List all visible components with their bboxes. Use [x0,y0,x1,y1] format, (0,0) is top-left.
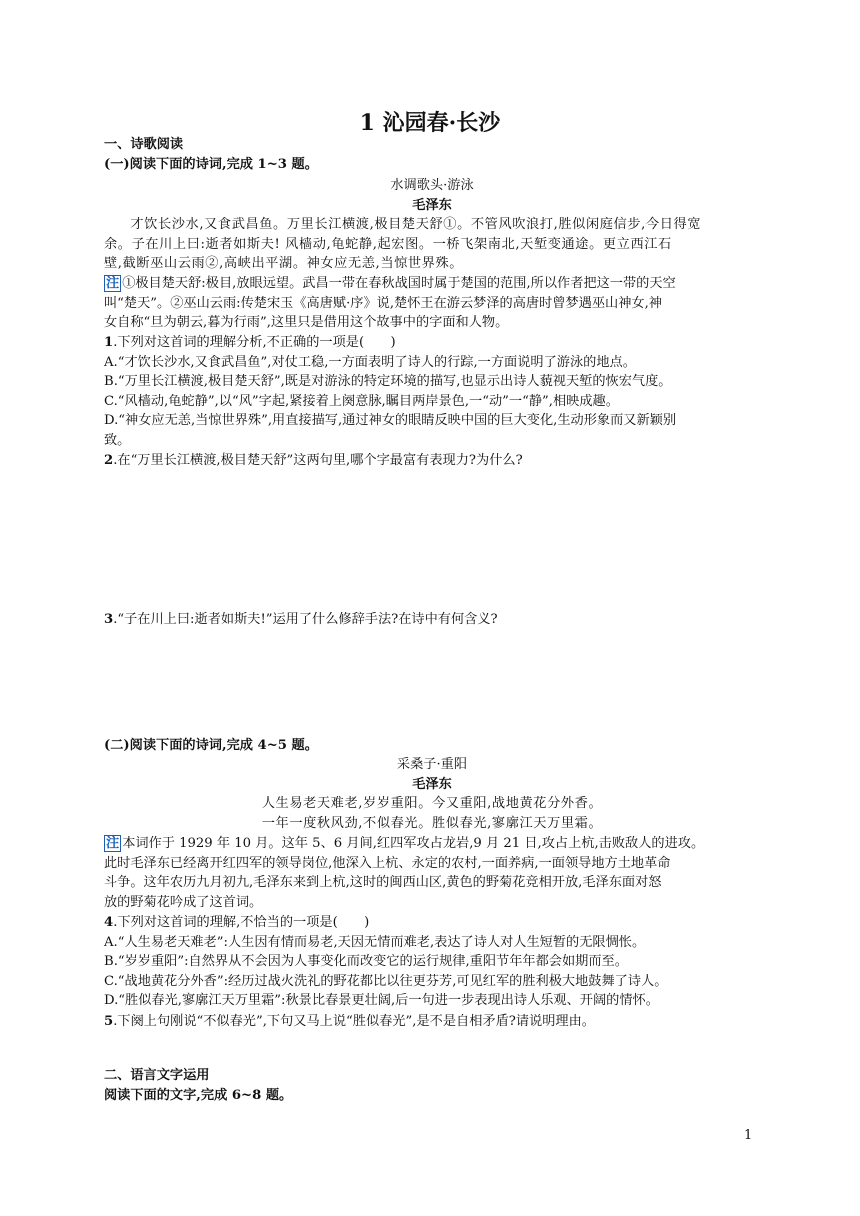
option: A.“人生易老天难老”:人生因有情而易老,天因无情而难老,表达了诗人对人生短暂的无限惆怅。 [104,934,646,950]
option: C.“战地黄花分外香”:经历过战火洗礼的野花都比以往更芬芳,可见红军的胜利极大地鼓舞了诗人。 [104,973,668,989]
option: C.“风樯动,龟蛇静”,以“风”字起,紧接着上阕意脉,瞩目两岸景色,一“动”一“静”,相映成趣。 [104,393,619,409]
note-marker: 注 [106,836,120,851]
note-line: 叫“楚天”。②巫山云雨:传楚宋玉《高唐赋·序》说,楚怀王在游云梦泽的高唐时曾梦遇巫山神女,神 [104,295,662,311]
option: B.“岁岁重阳”:自然界从不会因为人事变化而改变它的运行规律,重阳节年年都会如期而至。 [104,954,628,970]
option: D.“神女应无恙,当惊世界殊”,用直接描写,通过神女的眼睛反映中国的巨大变化,生动形象而又新颖别 [104,413,677,429]
poem2-author: 毛泽东 [412,777,452,792]
question-number: 5 [104,1014,114,1029]
question-5 [104,1012,760,1032]
note-line: 放的野菊花吟成了这首词。 [104,894,263,910]
poem2-notes [104,834,760,912]
question-number: 3 [104,612,114,627]
question-stem: .下阕上句刚说“不似春光”,下句又马上说“胜似春光”,是不是自相矛盾?请说明理由。 [113,1014,595,1029]
poem1-line: 壁,截断巫山云雨②,高峡出平湖。神女应无恙,当惊世界殊。 [104,256,464,272]
question-number: 2 [104,453,114,468]
note-line: 斗争。这年农历九月初九,毛泽东来到上杭,这时的闽西山区,黄色的野菊花竞相开放,毛泽东面对怒 [104,875,662,891]
question-number: 4 [104,915,114,930]
question-3 [104,610,760,630]
poem1-title: 水调歌头·游泳 [390,178,474,193]
section-heading-poetry: 一、诗歌阅读 [104,137,184,152]
note-line: 本词作于 1929 年 10 月。这年 5、6 月间,红四军攻占龙岩,9 月 21 日,攻占上杭,击败敌人的进攻。 [122,836,705,851]
note-line: ①极目楚天舒:极目,放眼远望。武昌一带在春秋战国时属于楚国的范围,所以作者把这一带的天空 [122,276,676,291]
poem1-notes [104,274,760,333]
question-stem: .“子在川上曰:逝者如斯夫!”运用了什么修辞手法?在诗中有何含义? [113,612,498,627]
poem1-line: 才饮长沙水,又食武昌鱼。万里长江横渡,极目楚天舒①。不管风吹浪打,胜似闲庭信步,今日得宽 [130,217,702,232]
poem2-title: 采桑子·重阳 [396,757,468,772]
option: B.“万里长江横渡,极目楚天舒”,既是对游泳的特定环境的描写,也显示出诗人藐视天堑的恢宏气度。 [104,374,672,390]
poem1-line: 余。子在川上曰:逝者如斯夫! 风樯动,龟蛇静,起宏图。一桥飞架南北,天堑变通途。更立西江石 [104,236,672,252]
note-marker: 注 [106,276,120,291]
page-number: 1 [744,1128,753,1143]
poem2-line: 人生易老天难老,岁岁重阳。今又重阳,战地黄花分外香。 [261,796,603,811]
part2-instruction: (二)阅读下面的诗词,完成 4~5 题。 [104,738,318,753]
poem1-author: 毛泽东 [412,198,452,213]
note-line: 此时毛泽东已经离开红四军的领导岗位,他深入上杭、永定的农村,一面养病,一面领导地方土地革命 [104,855,671,871]
question-4 [104,913,760,1011]
question-2 [104,451,760,471]
option: A.“才饮长沙水,又食武昌鱼”,对仗工稳,一方面表明了诗人的行踪,一方面说明了游泳的地点。 [104,354,636,370]
poem2-line: 一年一度秋风劲,不似春光。胜似春光,寥廓江天万里霜。 [261,815,603,831]
poem2-body [104,794,760,833]
page-title: 1 沁园春·长沙 [359,110,501,136]
question-stem: .在“万里长江横渡,极目楚天舒”这两句里,哪个字最富有表现力?为什么? [113,453,523,468]
question-stem: .下列对这首词的理解分析,不正确的一项是( ) [113,335,396,350]
note-line: 女自称“旦为朝云,暮为行雨”,这里只是借用这个故事中的字面和人物。 [104,315,509,331]
question-stem: .下列对这首词的理解,不恰当的一项是( ) [113,915,370,930]
section2-instruction: 阅读下面的文字,完成 6~8 题。 [104,1088,293,1103]
option: D.“胜似春光,寥廓江天万里霜”:秋景比春景更壮阔,后一句进一步表现出诗人乐观、开阔的情怀。 [104,993,659,1009]
option: 致。 [104,432,131,448]
section-heading-language: 二、语言文字运用 [104,1068,210,1083]
question-1 [104,333,760,451]
part1-instruction: (一)阅读下面的诗词,完成 1~3 题。 [104,157,318,172]
poem1-body [104,215,760,274]
question-number: 1 [104,335,114,350]
